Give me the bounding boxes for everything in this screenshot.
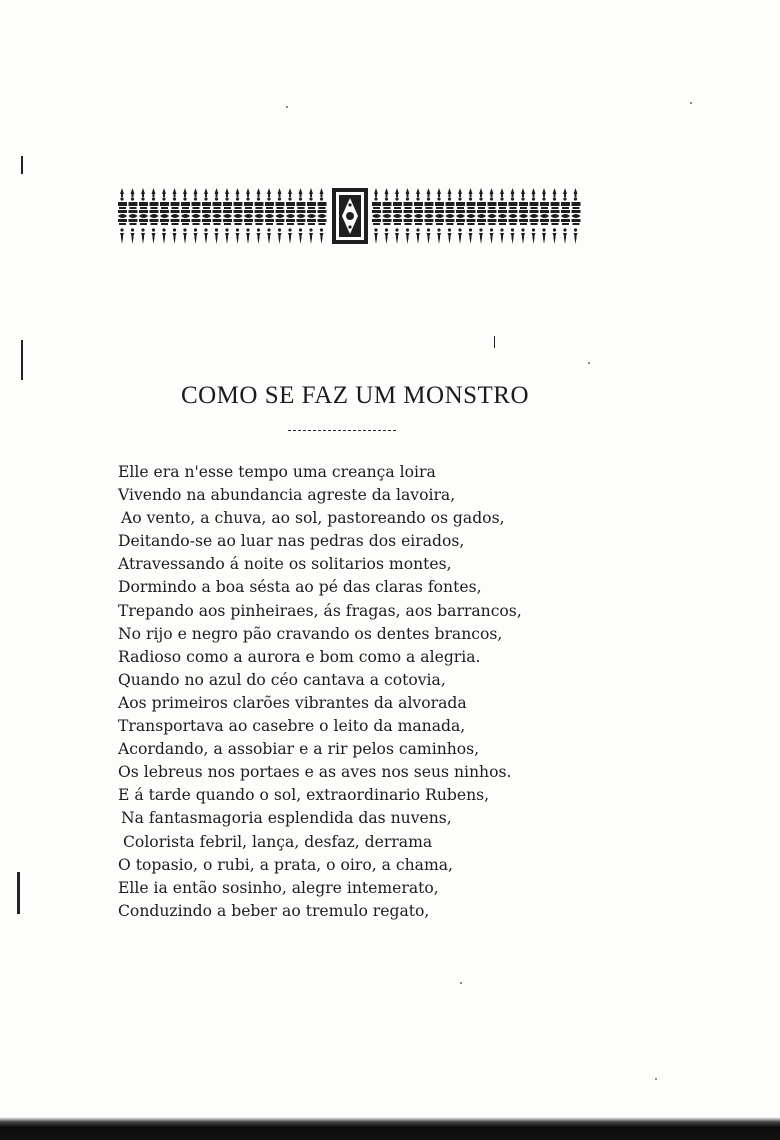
poem-line: Transportava ao casebre o leito da manada,	[118, 717, 466, 736]
poem-line: No rijo e negro pão cravando os dentes brancos,	[118, 624, 503, 643]
poem-line: Trepando aos pinheiraes, ás fragas, aos barrancos,	[118, 601, 522, 620]
poem-line: O topasio, o rubi, a prata, o oiro, a chama,	[118, 855, 453, 874]
poem-line: Vivendo na abundancia agreste da lavoira,	[118, 486, 456, 505]
scan-mark	[17, 872, 20, 914]
poem-line: Deitando-se ao luar nas pedras dos eirados,	[118, 532, 465, 551]
poem-line: Elle era n'esse tempo uma creança loira	[118, 463, 436, 481]
poem-line: Os lebreus nos portaes e as aves nos seus ninhos.	[118, 763, 512, 782]
poem-stanza	[118, 461, 578, 923]
poem-line: Colorista febril, lança, desfaz, derrama	[123, 832, 433, 851]
poem-line: Conduzindo a beber ao tremulo regato,	[118, 901, 430, 920]
poem-line: Aos primeiros clarões vibrantes da alvorada	[118, 693, 467, 712]
poem-title: COMO SE FAZ UM MONSTRO	[180, 382, 530, 409]
title-divider	[288, 430, 396, 431]
scan-speck	[588, 362, 590, 364]
poem-line: Ao vento, a chuva, ao sol, pastoreando os gados,	[121, 509, 505, 528]
scan-speck	[655, 1078, 657, 1080]
scan-mark	[21, 156, 23, 174]
poem-line: Acordando, a assobiar e a rir pelos caminhos,	[118, 740, 480, 759]
poem-line: Dormindo a boa sésta ao pé das claras fontes,	[118, 578, 482, 597]
poem-line: Elle ia então sosinho, alegre intemerato,	[118, 878, 439, 897]
scan-speck	[286, 106, 288, 108]
scan-mark	[21, 340, 23, 380]
decorative-headpiece-icon	[116, 188, 584, 244]
scan-mark	[494, 336, 495, 348]
scan-speck	[460, 982, 462, 984]
scan-edge	[0, 1117, 780, 1140]
scan-speck	[690, 102, 692, 104]
poem-line: Atravessando á noite os solitarios montes,	[118, 555, 452, 574]
poem-line: Quando no azul do céo cantava a cotovia,	[118, 670, 446, 689]
poem-line: E á tarde quando o sol, extraordinario Rubens,	[118, 786, 490, 805]
poem-line: Na fantasmagoria esplendida das nuvens,	[121, 809, 452, 828]
poem-line: Radioso como a aurora e bom como a alegria.	[118, 647, 481, 666]
